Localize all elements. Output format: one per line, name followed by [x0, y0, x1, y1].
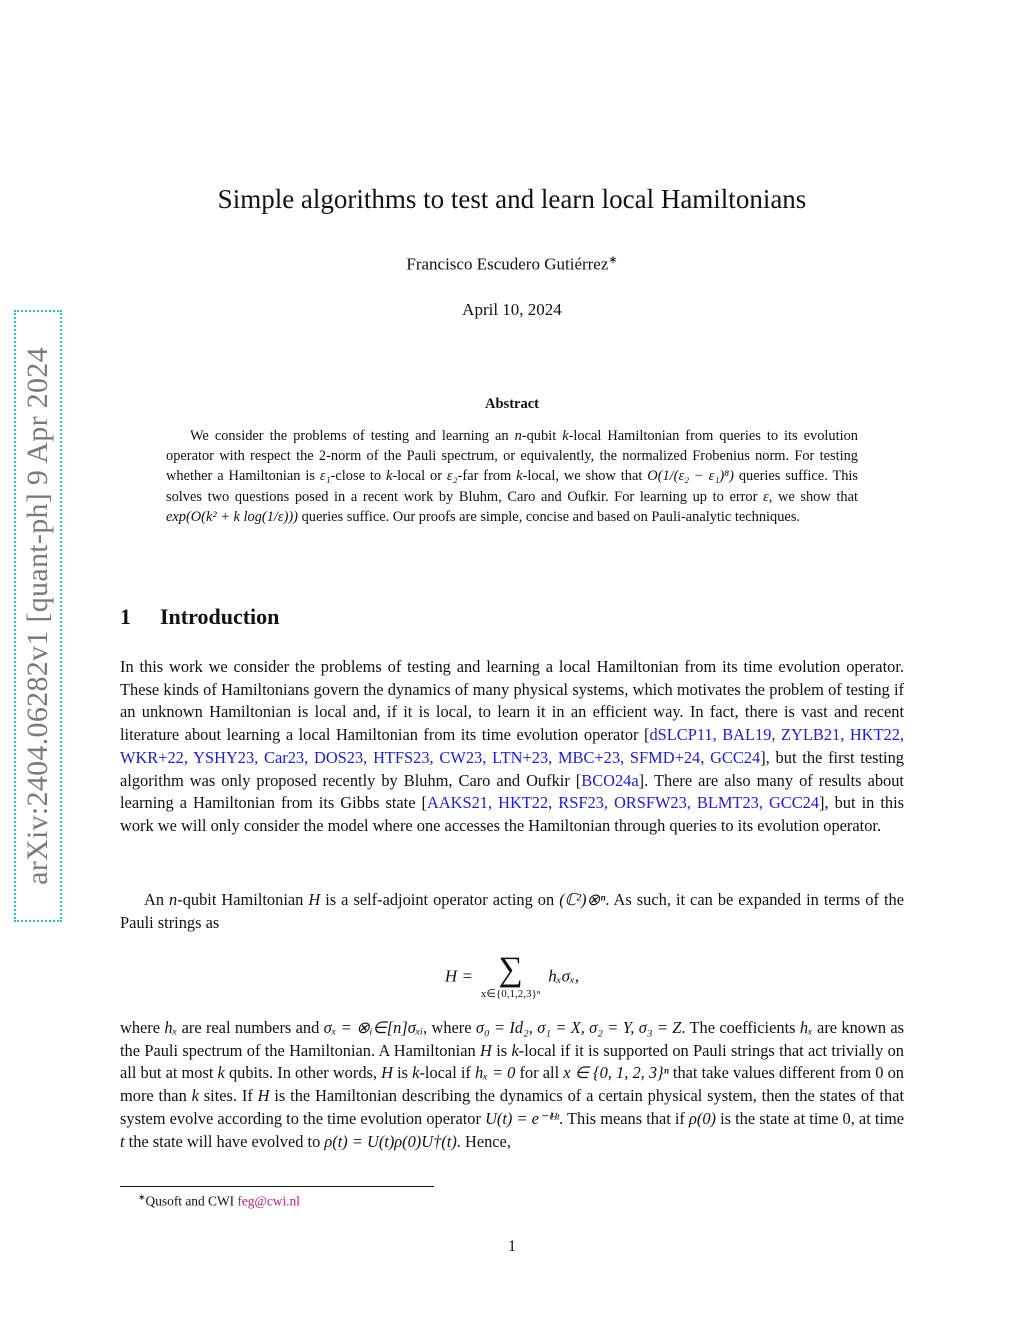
author-line — [0, 253, 1024, 275]
author-footnote-mark: ∗ — [608, 254, 618, 266]
footnote-rule — [120, 1186, 434, 1187]
citation-link[interactable]: BCO24a — [581, 770, 639, 790]
email-link[interactable]: feg@cwi.nl — [237, 1193, 300, 1209]
citation-link[interactable]: AAKS21, HKT22, RSF23, ORSFW23, BLMT23, GCC24 — [426, 793, 820, 813]
arxiv-stamp-text: arXiv:2404.06282v1 [quant-ph] 9 Apr 2024 — [21, 347, 54, 885]
section-title: Introduction — [160, 604, 280, 629]
intro-paragraph-2: An n-qubit Hamiltonian H is a self-adjoint operator acting on (ℂ²)⊗ⁿ. As such, it can be expanded in terms of the Pauli strings as — [120, 890, 904, 932]
citation-link[interactable]: dSLCP11, BAL19, ZYLB21, HKT22, WKR+22, YSHY23, Car23, DOS23, HTFS23, CW23, LTN+23, MBC+23, SFMD+24, GCC24 — [120, 725, 904, 767]
summation: ∑ x∈{0,1,2,3}ⁿ — [480, 951, 541, 1000]
author-name: Francisco Escudero Gutiérrez — [406, 254, 609, 274]
page-number: 1 — [508, 1238, 516, 1255]
footnote: ∗Qusoft and CWI feg@cwi.nl — [138, 1192, 300, 1209]
paper-date: April 10, 2024 — [462, 300, 562, 319]
section-heading — [120, 604, 279, 630]
paper-title: Simple algorithms to test and learn local Hamiltonians — [217, 184, 807, 214]
abstract-heading: Abstract — [485, 396, 539, 412]
intro-paragraph-1: In this work we consider the problems of testing and learning a local Hamiltonian from its time evolution operator. These kinds of Hamiltonians govern the dynamics of many physical systems, which motivates the problem of testing if an unknown Hamiltonian is local and, if it is local, to learn it in an efficient way. In fact, there is vast and recent literature about learning a local Hamiltonian from its time evolution operator [dSLCP11, BAL19, ZYLB21, HKT22, WKR+22, YSHY23, Car23, DOS23, HTFS23, CW23, LTN+23, MBC+23, SFMD+24, GCC24], but the first testing algorithm was only proposed recently by Bluhm, Caro and Oufkir [BCO24a]. There are also many of results about learning a Hamiltonian from its Gibbs state [AAKS21, HKT22, RSF23, ORSFW23, BLMT23, GCC24], but in this work we will only consider the model where one accesses the Hamiltonian through queries to its evolution operator. — [120, 657, 905, 835]
pauli-expansion-equation: H = ∑ x∈{0,1,2,3}ⁿ hₓσₓ, — [444, 951, 580, 1000]
intro-paragraph-3: where hₓ are real numbers and σₓ = ⊗ᵢ∈[n]σₓᵢ, where σ₀ = Id₂, σ₁ = X, σ₂ = Y, σ₃ = Z. The coefficients hₓ are known as the Pauli spectrum of the Hamiltonian. A Hamiltonian H is k-local if it is supported on Pauli strings that act trivially on all but at most k qubits. In other words, H is k-local if hₓ = 0 for all x ∈ {0, 1, 2, 3}ⁿ that take values different from 0 on more than k sites. If H is the Hamiltonian describing the dynamics of a certain physical system, then the states of that system evolve according to the time evolution operator U(t) = e⁻ⁱᴴᵗ. This means that if ρ(0) is the state at time 0, at time t the state will have evolved to ρ(t) = U(t)ρ(0)U†(t). Hence, — [120, 1018, 905, 1151]
section-number: 1 — [120, 604, 131, 629]
abstract-text: We consider the problems of testing and learning an n-qubit k-local Hamiltonian from queries to its evolution operator with respect the 2-norm of the Pauli spectrum, or equivalently, the normalized Frobenius norm. For testing whether a Hamiltonian is ε₁-close to k-local or ε₂-far from k-local, we show that O(1/(ε₂ − ε₁)⁸) queries suffice. This solves two questions posed in a recent work by Bluhm, Caro and Oufkir. For learning up to error ε, we show that exp(O(k² + k log(1/ε))) queries suffice. Our proofs are simple, concise and based on Pauli-analytic techniques. — [166, 428, 859, 525]
